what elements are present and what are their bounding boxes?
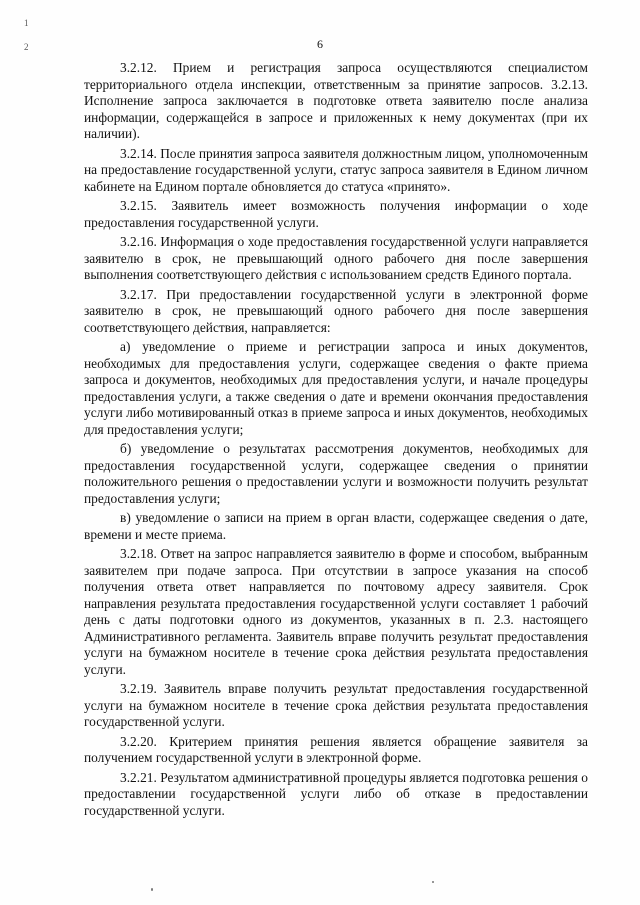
paragraph-3-2-17: 3.2.17. При предоставлении государственной услуги в электронной форме заявителю в срок, не превышающий одного рабочего дня после завершения соответствующего действия, направляется:	[84, 286, 588, 335]
list-item-b: б) уведомление о результатах рассмотрения документов, необходимых для предоставления государственной услуги, содержащее сведения о принятии положительного решения о предоставлении услуги и возможности получить результат предоставления услуги;	[84, 441, 588, 506]
page-number: 6	[317, 37, 323, 51]
paragraph-3-2-14: 3.2.14. После принятия запроса заявителя должностным лицом, уполномоченным на предоставление государственной услуги, статус запроса заявителя в Едином личном кабинете на Едином портале обновляется до статуса «принято».	[84, 145, 588, 194]
paragraph-3-2-12: 3.2.12. Прием и регистрация запроса осуществляются специалистом территориального отдела инспекции, ответственным за принятие запросов. 3.2.13. Исполнение запроса заключается в подготовке ответа заявителю после анализа информации, содержащейся в запросе и приложенных к нему документах (при их наличии).	[84, 60, 588, 141]
margin-mark: 1	[24, 18, 29, 28]
paragraph-3-2-18: 3.2.18. Ответ на запрос направляется заявителю в форме и способом, выбранным заявителем при подаче запроса. При отсутствии в запросе указания на способ получения ответа ответ направляется по почтовому адресу заявителя. Срок направления результата предоставления государственной услуги составляет 1 рабочий день с даты подготовки одного из документов, указанных в п. 2.3. настоящего Административного регламента. Заявитель вправе получить результат предоставления услуги на бумажном носителе в течение срока действия результата предоставления услуги.	[84, 546, 588, 677]
scan-speck	[151, 888, 153, 891]
scan-speck	[432, 881, 434, 883]
document-body	[84, 60, 588, 822]
margin-mark: 2	[24, 42, 29, 52]
paragraph-3-2-20: 3.2.20. Критерием принятия решения является обращение заявителя за получением государственной услуги в электронной форме.	[84, 733, 588, 765]
paragraph-3-2-16: 3.2.16. Информация о ходе предоставления государственной услуги направляется заявителю в срок, не превышающий одного рабочего дня после завершения выполнения соответствующего действия с использованием средств Единого портала.	[84, 234, 588, 282]
paragraph-3-2-21: 3.2.21. Результатом административной процедуры является подготовка решения о предоставлении государственной услуги либо об отказе в предоставлении государственной услуги.	[84, 769, 588, 818]
paragraph-3-2-19: 3.2.19. Заявитель вправе получить результат предоставления государственной услуги на бумажном носителе в течение срока действия результата предоставления государственной услуги.	[84, 681, 588, 729]
list-item-a: а) уведомление о приеме и регистрации запроса и иных документов, необходимых для предоставления услуги, содержащее сведения о факте приема запроса и документов, необходимых для предоставления услуги, и начале процедуры предоставления услуги, а также сведения о дате и времени окончания предоставления услуги либо мотивированный отказ в приеме запроса и иных документов, необходимых для предоставления услуги;	[84, 339, 588, 437]
list-item-v: в) уведомление о записи на прием в орган власти, содержащее сведения о дате, времени и месте приема.	[84, 510, 588, 542]
paragraph-3-2-15: 3.2.15. Заявитель имеет возможность получения информации о ходе предоставления государственной услуги.	[84, 198, 588, 230]
